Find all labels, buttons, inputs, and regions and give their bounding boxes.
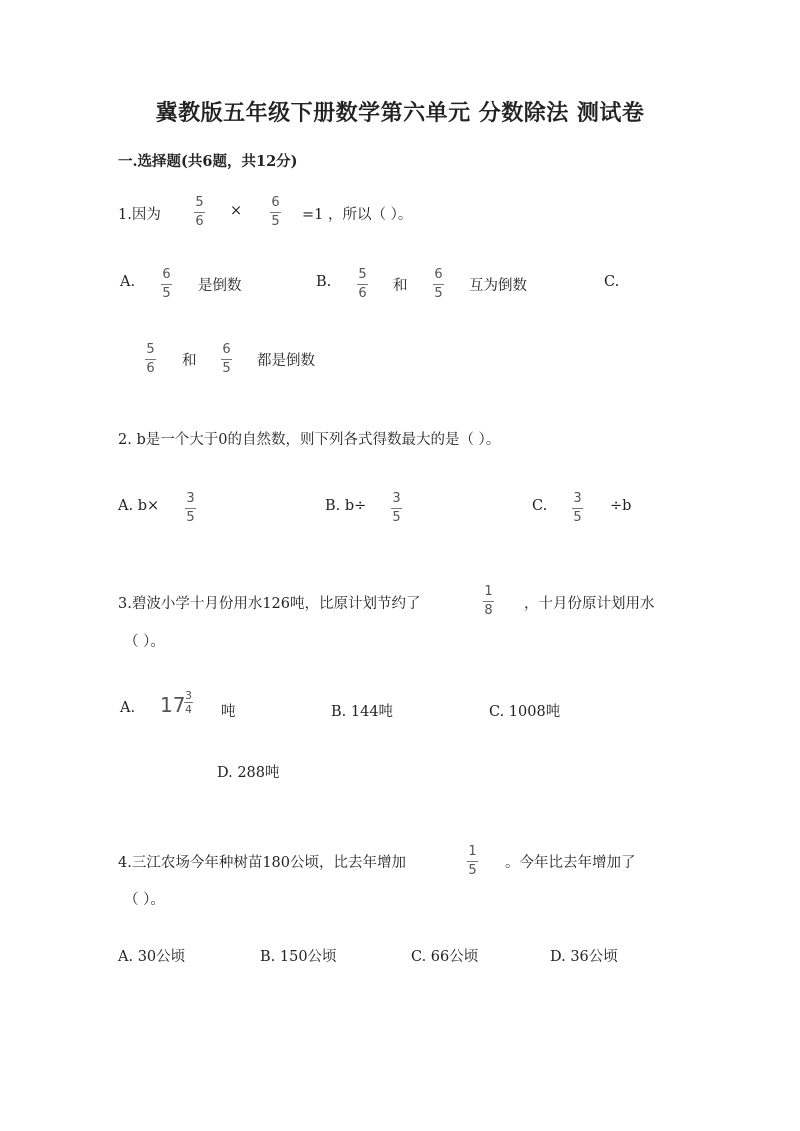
q2-option-b-fraction: 3 5 xyxy=(392,491,401,525)
q3-text: 3.碧波小学十月份用水126吨，比原计划节约了 xyxy=(118,596,421,612)
q3-option-b: B. 144吨 xyxy=(331,704,394,720)
q3-text-2: ，十月份原计划用水 xyxy=(524,596,655,612)
section-heading: 一.选择题(共6题，共12分) xyxy=(118,153,298,170)
q1-option-a-label: A. xyxy=(120,274,136,290)
q1-option-b-fraction-2: 6 5 xyxy=(434,267,443,301)
q3-answer-blank: （ ）。 xyxy=(124,634,165,650)
q1-option-c-text: 都是倒数 xyxy=(257,353,315,369)
q1-fraction-1: 5 6 xyxy=(195,195,204,229)
q1-option-c-label: C. xyxy=(604,274,620,290)
q2-option-c-text: ÷b xyxy=(610,498,632,514)
times-sign: × xyxy=(230,203,243,219)
q4-text: 4.三江农场今年种树苗180公顷，比去年增加 xyxy=(118,855,407,871)
q3-option-a-label: A. xyxy=(120,700,136,716)
q2-option-a-fraction: 3 5 xyxy=(186,491,195,525)
q2-text: 2. b是一个大于0的自然数，则下列各式得数最大的是（ ）。 xyxy=(118,432,501,448)
q2-option-c-fraction: 3 5 xyxy=(573,491,582,525)
q1-option-b-fraction-1: 5 6 xyxy=(358,267,367,301)
q3-option-a-mixed-number: 17 3 4 xyxy=(160,689,192,717)
q1-option-b-and: 和 xyxy=(393,278,408,294)
q4-option-c: C. 66公顷 xyxy=(411,949,479,965)
q3-option-d: D. 288吨 xyxy=(217,765,280,781)
q4-fraction: 1 5 xyxy=(468,844,477,878)
q4-option-a: A. 30公顷 xyxy=(118,949,186,965)
q3-option-c: C. 1008吨 xyxy=(489,704,561,720)
q1-option-a-text: 是倒数 xyxy=(198,278,242,294)
q1-prefix: 1.因为 xyxy=(118,207,161,223)
q3-fraction: 1 8 xyxy=(484,584,493,618)
q3-option-a-unit: 吨 xyxy=(221,704,236,720)
q1-option-c-fraction-2: 6 5 xyxy=(222,342,231,376)
q2-option-a-text: A. b× xyxy=(118,498,160,514)
q4-answer-blank: （ ）。 xyxy=(124,892,165,908)
q1-option-c-and: 和 xyxy=(182,353,197,369)
q2-option-b-text: B. b÷ xyxy=(325,498,367,514)
q4-option-d: D. 36公顷 xyxy=(550,949,618,965)
q4-option-b: B. 150公顷 xyxy=(260,949,337,965)
q1-option-a-fraction: 6 5 xyxy=(162,267,171,301)
q1-suffix: =1 ，所以（ ）。 xyxy=(302,207,413,223)
q4-text-2: 。今年比去年增加了 xyxy=(505,855,636,871)
q1-option-b-text: 互为倒数 xyxy=(469,278,527,294)
q1-option-c-fraction-1: 5 6 xyxy=(146,342,155,376)
q2-option-c-label: C. xyxy=(532,498,548,514)
q1-option-b-label: B. xyxy=(316,274,332,290)
q1-fraction-2: 6 5 xyxy=(271,195,280,229)
page-title: 冀教版五年级下册数学第六单元 分数除法 测试卷 xyxy=(155,100,645,126)
